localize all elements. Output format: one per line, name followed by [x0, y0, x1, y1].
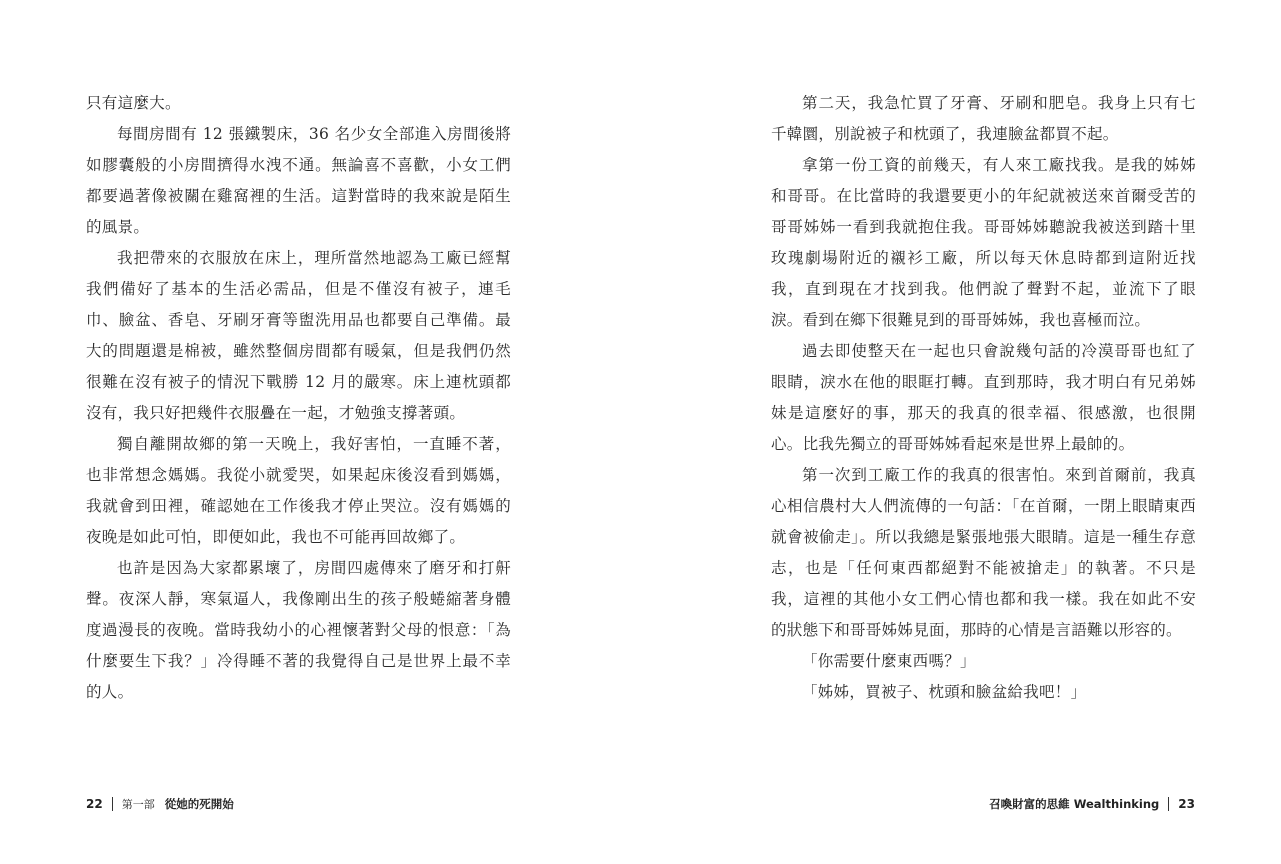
part-label: 第一部 [121, 798, 155, 811]
footer-divider [1168, 797, 1169, 811]
dialogue-line: 「姊姊，買被子、枕頭和臉盆給我吧！」 [802, 683, 1087, 701]
left-page [86, 88, 511, 708]
paragraph: 第二天，我急忙買了牙膏、牙刷和肥皂。我身上只有七千韓圜，別說被子和枕頭了，我連臉盆都買不起。 [771, 94, 1196, 143]
paragraph: 第一次到工廠工作的我真的很害怕。來到首爾前，我真心相信農村大人們流傳的一句話：「在首爾，一閉上眼睛東西就會被偷走」。所以我總是緊張地張大眼睛。這是一種生存意志，也是「任何東西都絕對不能被搶走」的執著。不只是我，這裡的其他小女工們心情也都和我一樣。我在如此不安的狀態下和哥哥姊姊見面，那時的心情是言語難以形容的。 [771, 466, 1196, 639]
footer-divider [112, 797, 113, 811]
book-title: 召喚財富的思維 Wealthinking [989, 797, 1160, 811]
paragraph: 我把帶來的衣服放在床上，理所當然地認為工廠已經幫我們備好了基本的生活必需品，但是不僅沒有被子，連毛巾、臉盆、香皂、牙刷牙膏等盥洗用品也都要自己準備。最大的問題還是棉被，雖然整個房間都有暖氣，但是我們仍然很難在沒有被子的情況下戰勝 12 月的嚴寒。床上連枕頭都沒有，我只好把幾件衣服疊在一起，才勉強支撐著頭。 [86, 249, 511, 422]
page-number: 23 [1178, 797, 1195, 811]
dialogue-line: 「你需要什麼東西嗎？」 [802, 652, 976, 670]
left-footer [86, 796, 234, 812]
right-footer [989, 796, 1195, 812]
paragraph: 拿第一份工資的前幾天，有人來工廠找我。是我的姊姊和哥哥。在比當時的我還要更小的年紀就被送來首爾受苦的哥哥姊姊一看到我就抱住我。哥哥姊姊聽說我被送到踏十里玫瑰劇場附近的襯衫工廠，所以每天休息時都到這附近找我，直到現在才找到我。他們說了聲對不起，並流下了眼淚。看到在鄉下很難見到的哥哥姊姊，我也喜極而泣。 [771, 156, 1196, 329]
paragraph: 只有這麼大。 [86, 94, 181, 112]
paragraph: 也許是因為大家都累壞了，房間四處傳來了磨牙和打鼾聲。夜深人靜，寒氣逼人，我像剛出生的孩子般蜷縮著身體度過漫長的夜晚。當時我幼小的心裡懷著對父母的恨意：「為什麼要生下我？」冷得睡不著的我覺得自己是世界上最不幸的人。 [86, 559, 511, 701]
paragraph: 獨自離開故鄉的第一天晚上，我好害怕，一直睡不著，也非常想念媽媽。我從小就愛哭，如果起床後沒看到媽媽，我就會到田裡，確認她在工作後我才停止哭泣。沒有媽媽的夜晚是如此可怕，即便如此，我也不可能再回故鄉了。 [86, 435, 511, 546]
paragraph: 每間房間有 12 張鐵製床，36 名少女全部進入房間後將如膠囊般的小房間擠得水洩不通。無論喜不喜歡，小女工們都要過著像被關在雞窩裡的生活。這對當時的我來說是陌生的風景。 [86, 125, 511, 236]
paragraph: 過去即使整天在一起也只會說幾句話的冷漠哥哥也紅了眼睛，淚水在他的眼眶打轉。直到那時，我才明白有兄弟姊妹是這麼好的事，那天的我真的很幸福、很感激，也很開心。比我先獨立的哥哥姊姊看起來是世界上最帥的。 [771, 342, 1196, 453]
chapter-title: 從她的死開始 [164, 797, 234, 811]
right-page [771, 88, 1196, 708]
page-number: 22 [86, 797, 103, 811]
